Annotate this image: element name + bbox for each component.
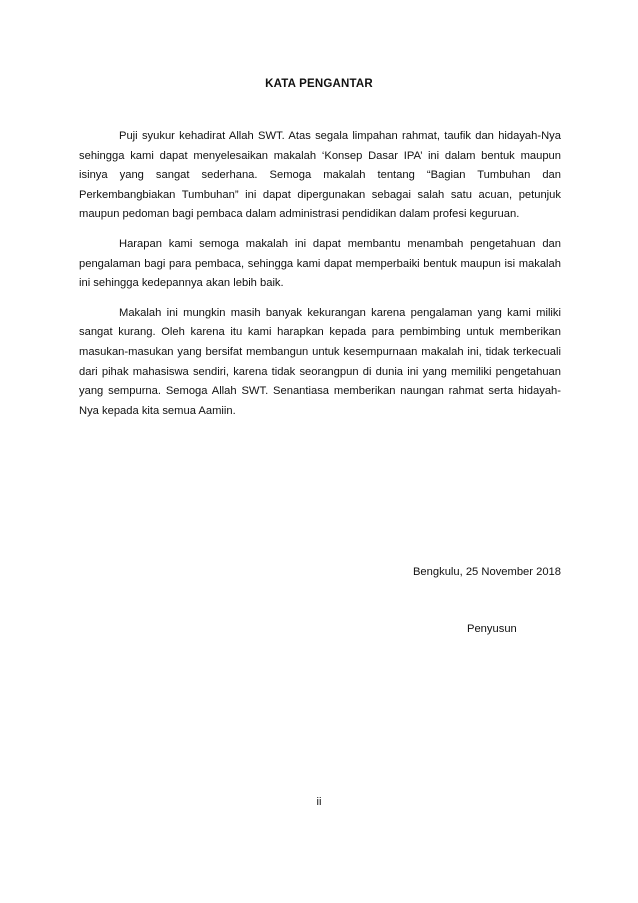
paragraph-1: Puji syukur kehadirat Allah SWT. Atas segala limpahan rahmat, taufik dan hidayah-Nya sehingga kami dapat menyelesaikan makalah ‘Konsep Dasar IPA’ ini dalam bentuk maupun isinya yang sangat sederhana. Semoga makalah tentang “Bagian Tumbuhan dan Perkembangbiakan Tumbuhan” ini dapat dipergunakan sebagai salah satu acuan, petunjuk maupun pedoman bagi pembaca dalam administrasi pendidikan dalam profesi keguruan. [79,130,561,221]
body-text [79,127,561,431]
page-number: ii [316,796,322,808]
place-date: Bengkulu, 25 November 2018 [412,566,561,578]
paragraph-2: Harapan kami semoga makalah ini dapat membantu menambah pengetahuan dan pengalaman bagi para pembaca, sehingga kami dapat memperbaiki bentuk maupun isi makalah ini sehingga kedepannya akan lebih baik. [79,237,561,290]
paragraph-3: Makalah ini mungkin masih banyak kekurangan karena pengalaman yang kami miliki sangat kurang. Oleh karena itu kami harapkan kepada para pembimbing untuk memberikan masukan-masukan yang bersifat membangun untuk kesempurnaan makalah ini, tidak terkecuali dari pihak mahasiswa sendiri, karena tidak seorangpun di dunia ini yang memiliki pengetahuan yang sempurna. Semoga Allah SWT. Senantiasa memberikan naungan rahmat serta hidayah-Nya kepada kita semua Aamiin. [79,306,561,417]
page-title: KATA PENGANTAR [265,78,373,90]
signer-label: Penyusun [467,623,517,635]
